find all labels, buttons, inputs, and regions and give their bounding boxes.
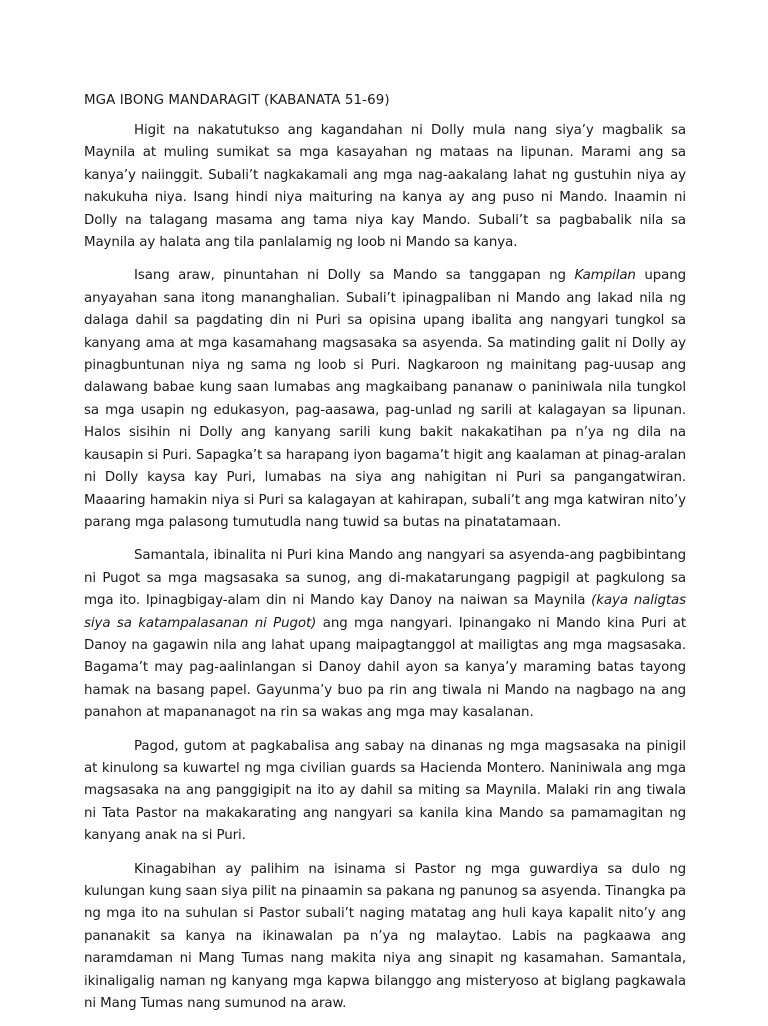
paragraph-text: upang anyayahan sana itong mananghalian. Subali’t ipinagpaliban ni Mando ang lakad nila ng dalaga dahil sa pagdating din ni Puri sa opisina upang ibalita ang nangyari tungkol sa kanyang ama at mga kasamahang magsasaka sa asyenda. Sa matinding galit ni Dolly ay pinagbuntunan niya ng sama ng loob si Puri. Nagkaroon ng mainitang pag-uusap ang dalawang babae kung saan lumabas ang magkaibang pananaw o paniniwala nila tungkol sa mga usapin ng edukasyon, pag-aasawa, pag-unlad ng sarili at kalagayan sa lipunan. Halos sisihin ni Dolly ang kanyang sarili kung bakit nakakatihan pa n’ya ng dila na kausapin si Puri. Sapagka’t sa harapang iyon bagama’t higit ang kaalaman at pinag-aralan ni Dolly kaysa kay Puri, lumabas na siya ang nahigitan ni Puri sa pangangatwiran. Maaaring hamakin niya si Puri sa kalagayan at kahirapan, subali’t ang mga katwiran nito’y parang mga palasong tumutudla nang tuwid sa butas na pinatatamaan. (84, 268, 686, 530)
paragraph-2 (84, 265, 686, 534)
paragraph-text: Samantala, ibinalita ni Puri kina Mando ang nangyari sa asyenda-ang pagbibintang ni Pugot sa mga magsasaka sa sunog, ang di-makatarungang pagpigil at pagkulong sa mga ito. Ipinagbigay-alam din ni Mando kay Danoy na naiwan sa Maynila (84, 548, 686, 609)
paragraph-text: Pagod, gutom at pagkabalisa ang sabay na dinanas ng mga magsasaka na pinigil at kinulong sa kuwartel ng mga civilian guards sa Hacienda Montero. Naniniwala ang mga magsasaka na ang panggigipit na ito ay dahil sa miting sa Maynila. Malaki rin ang tiwala ni Tata Pastor na makakarating ang nangyari sa kanila kina Mando sa pamamagitan ng kanyang anak na si Puri. (84, 738, 686, 844)
paragraph-text: ang mga nangyari. Ipinangako ni Mando kina Puri at Danoy na gagawin nila ang lahat upang maipagtanggol at mailigtas ang mga magsasaka. Bagama’t may pag-aalinlangan si Danoy dahil ayon sa kanya’y maraming batas tayong hamak na basang papel. Gayunma’y buo pa rin ang tiwala ni Mando na nagbago na ang panahon at mapananagot na rin sa wakas ang mga may kasalanan. (84, 615, 686, 721)
document-title: MGA IBONG MANDARAGIT (KABANATA 51-69) (84, 93, 390, 108)
paragraph-4 (84, 736, 686, 848)
italic-text-aside: (kaya naligtas siya sa katampalasanan ni Pugot) (84, 593, 686, 631)
paragraph-text: Kinagabihan ay palihim na isinama si Pastor ng mga guwardiya sa dulo ng kulungan kung saan siya pilit na pinaamin sa pakana ng panunog sa asyenda. Tinangka pa ng mga ito na suhulan si Pastor subali’t naging matatag ang huli kaya kapalit nito’y ang pananakit sa kanya na ikinawalan pa n’ya ng malaytao. Labis na pagkaawa ang naramdaman ni Mang Tumas nang makita niya ang sinapit ng kasamahan. Samantala, ikinaligalig naman ng kanyang mga kapwa bilanggo ang misteryoso at biglang pagkawala ni Mang Tumas nang sumunod na araw. (84, 861, 686, 1012)
paragraph-3 (84, 545, 686, 724)
paragraph-text: Higit na nakatutukso ang kagandahan ni Dolly mula nang siya’y magbalik sa Maynila at muling sumikat sa mga kasayahan ng mataas na lipunan. Marami ang sa kanya’y naiinggit. Subali’t nagkakamali ang mga nag-aakalang lahat ng gustuhin niya ay nakukuha niya. Isang hindi niya maituring na kanya ay ang puso ni Mando. Inaamin ni Dolly na talagang masama ang tama niya kay Mando. Subali’t sa pagbabalik nila sa Maynila ay halata ang tila panlalamig ng loob ni Mando sa kanya. (84, 123, 686, 251)
italic-text-kampilan: Kampilan (574, 268, 636, 284)
paragraph-5 (84, 859, 686, 1016)
paragraph-1 (84, 120, 686, 254)
paragraph-text: Isang araw, pinuntahan ni Dolly sa Mando sa tanggapan ng (134, 268, 575, 284)
document-page (84, 90, 686, 1026)
